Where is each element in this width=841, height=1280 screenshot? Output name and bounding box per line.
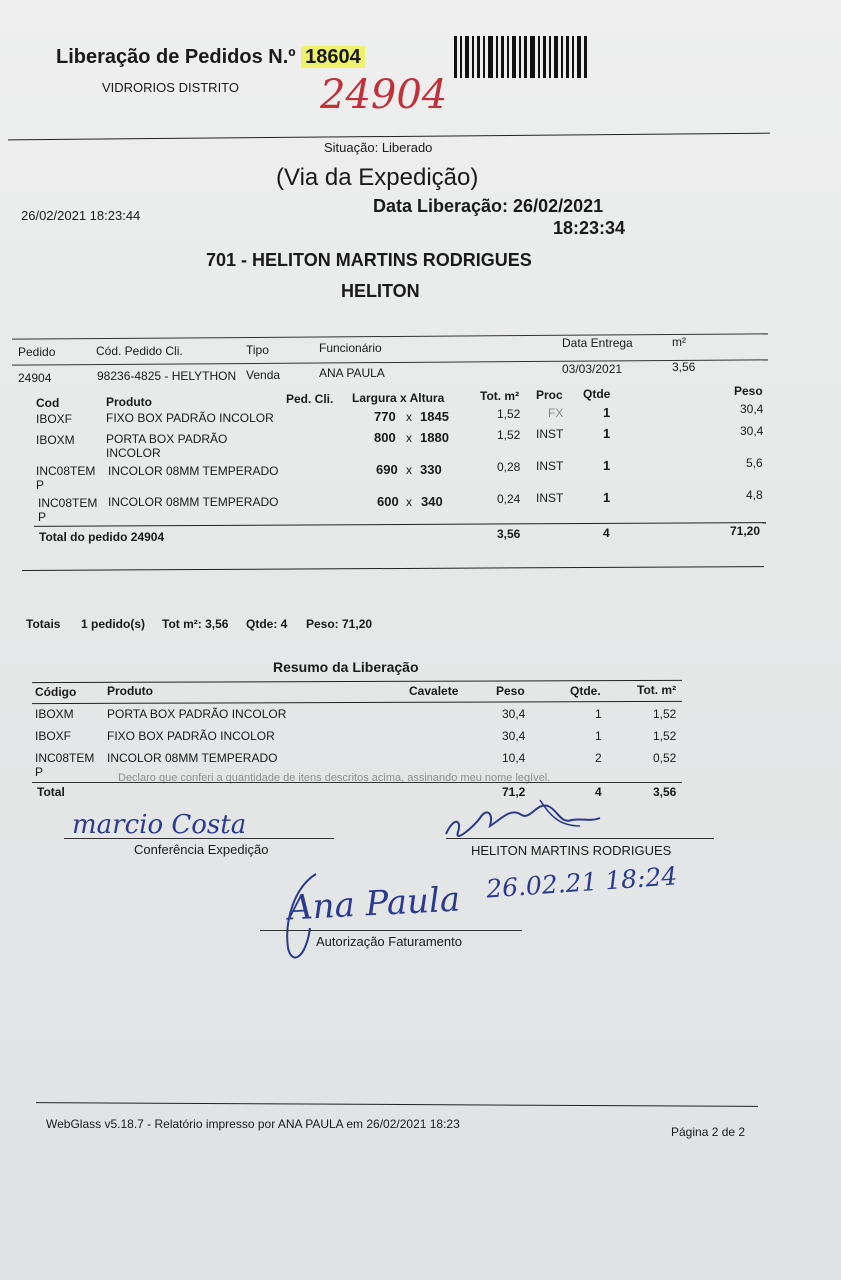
item-proc: INST bbox=[536, 491, 564, 505]
items-col-cod: Cod bbox=[36, 396, 60, 410]
summary-tot-m2: 1,52 bbox=[653, 729, 677, 743]
summary-peso: 10,4 bbox=[502, 751, 526, 765]
order-total-qtde: 4 bbox=[603, 526, 610, 540]
item-peso: 5,6 bbox=[746, 456, 763, 470]
summary-header-line bbox=[32, 701, 682, 704]
summary-col-codigo: Código bbox=[35, 685, 77, 699]
item-x: x bbox=[406, 431, 412, 445]
summary-col-cavalete: Cavalete bbox=[409, 684, 459, 698]
item-cod: INC08TEMP bbox=[36, 464, 96, 492]
totals-pedidos: 1 pedido(s) bbox=[81, 617, 146, 631]
col-m2: m² bbox=[672, 335, 686, 349]
item-produto: INCOLOR 08MM TEMPERADO bbox=[108, 495, 279, 509]
col-tipo: Tipo bbox=[246, 343, 269, 357]
item-produto: PORTA BOX PADRÃO INCOLOR bbox=[106, 432, 228, 460]
autorizacao-label: Autorização Faturamento bbox=[316, 934, 462, 949]
item-x: x bbox=[406, 495, 412, 509]
copy-type: (Via da Expedição) bbox=[276, 164, 479, 191]
summary-produto: FIXO BOX PADRÃO INCOLOR bbox=[107, 729, 275, 743]
item-altura: 1880 bbox=[420, 430, 449, 445]
item-qtde: 1 bbox=[603, 426, 611, 441]
item-tot-m2: 0,28 bbox=[497, 460, 521, 474]
summary-codigo: IBOXM bbox=[35, 707, 74, 721]
item-peso: 30,4 bbox=[740, 402, 764, 416]
order-m2: 3,56 bbox=[672, 360, 696, 374]
item-qtde: 1 bbox=[603, 458, 611, 473]
item-qtde: 1 bbox=[603, 490, 611, 505]
conferencia-signature: marcio Costa bbox=[72, 810, 247, 840]
item-cod: INC08TEMP bbox=[38, 496, 98, 524]
document-title bbox=[56, 46, 365, 69]
summary-total-qtde: 4 bbox=[595, 785, 602, 799]
title-label: Liberação de Pedidos N.º bbox=[56, 46, 296, 68]
item-produto: INCOLOR 08MM TEMPERADO bbox=[108, 464, 279, 478]
item-x: x bbox=[406, 410, 412, 424]
items-col-peso: Peso bbox=[734, 384, 763, 398]
item-altura: 1845 bbox=[420, 409, 449, 424]
summary-top-line bbox=[32, 680, 682, 683]
release-time: 18:23:34 bbox=[553, 218, 626, 238]
items-col-tot-m2: Tot. m² bbox=[480, 389, 520, 403]
order-funcionario: ANA PAULA bbox=[319, 366, 385, 380]
order-total-m2: 3,56 bbox=[497, 527, 521, 541]
client-name: 701 - HELITON MARTINS RODRIGUES bbox=[206, 250, 532, 270]
item-qtde: 1 bbox=[603, 405, 611, 420]
item-largura: 800 bbox=[374, 430, 396, 445]
items-col-proc: Proc bbox=[536, 388, 563, 402]
order-header-bottom-line bbox=[12, 359, 768, 365]
item-peso: 4,8 bbox=[746, 488, 763, 502]
totals-m2: Tot m²: 3,56 bbox=[162, 617, 229, 631]
handwritten-date: 26.02.21 18:24 bbox=[485, 861, 679, 904]
items-col-qtde: Qtde bbox=[583, 387, 611, 401]
footer-line bbox=[36, 1102, 758, 1107]
order-cod-pedido-cli: 98236-4825 - HELYTHON bbox=[97, 369, 237, 383]
printed-at: 26/02/2021 18:23:44 bbox=[21, 208, 141, 223]
order-end-line bbox=[22, 566, 764, 571]
col-data-entrega: Data Entrega bbox=[562, 336, 633, 350]
summary-col-peso: Peso bbox=[496, 684, 525, 698]
items-col-ped-cli: Ped. Cli. bbox=[286, 392, 334, 406]
company-name: VIDRORIOS DISTRITO bbox=[102, 80, 239, 95]
item-largura: 770 bbox=[374, 409, 396, 424]
status-text: Situação: Liberado bbox=[324, 140, 433, 155]
release-date: Data Liberação: 26/02/2021 bbox=[373, 196, 604, 216]
order-number: 18604 bbox=[301, 46, 365, 68]
order-total-peso: 71,20 bbox=[730, 524, 761, 538]
summary-total-line bbox=[32, 782, 682, 783]
summary-peso: 30,4 bbox=[502, 729, 526, 743]
summary-col-tot-m2: Tot. m² bbox=[637, 683, 677, 697]
item-altura: 330 bbox=[420, 462, 442, 477]
summary-produto: INCOLOR 08MM TEMPERADO bbox=[107, 751, 278, 765]
summary-qtde: 1 bbox=[595, 729, 602, 743]
item-proc: INST bbox=[536, 427, 564, 441]
order-tipo: Venda bbox=[246, 368, 281, 382]
conferencia-line bbox=[64, 838, 334, 839]
summary-tot-m2: 0,52 bbox=[653, 751, 677, 765]
item-x: x bbox=[406, 463, 412, 477]
autorizacao-line bbox=[260, 930, 522, 931]
item-produto: FIXO BOX PADRÃO INCOLOR bbox=[106, 411, 274, 425]
item-largura: 600 bbox=[377, 494, 399, 509]
item-proc: FX bbox=[548, 406, 564, 420]
summary-codigo: INC08TEMP bbox=[35, 751, 95, 779]
items-col-produto: Produto bbox=[106, 395, 152, 409]
conferencia-label: Conferência Expedição bbox=[134, 842, 269, 857]
item-altura: 340 bbox=[421, 494, 443, 509]
totals-label: Totais bbox=[26, 617, 61, 631]
order-total-line bbox=[34, 522, 766, 527]
autorizacao-signature: Ana Paula bbox=[287, 879, 462, 929]
item-peso: 30,4 bbox=[740, 424, 764, 438]
client-signature-label: HELITON MARTINS RODRIGUES bbox=[471, 843, 672, 858]
summary-col-produto: Produto bbox=[107, 684, 153, 698]
items-col-dims: Largura x Altura bbox=[352, 391, 445, 405]
col-cod-pedido-cli: Cód. Pedido Cli. bbox=[96, 344, 183, 358]
declaration-text: Declaro que conferi a quantidade de itens descritos acima, assinando meu nome legível. bbox=[118, 772, 551, 784]
col-pedido: Pedido bbox=[18, 345, 56, 359]
client-line bbox=[446, 838, 714, 839]
summary-codigo: IBOXF bbox=[35, 729, 72, 743]
summary-qtde: 2 bbox=[595, 751, 602, 765]
summary-peso: 30,4 bbox=[502, 707, 526, 721]
item-cod: IBOXM bbox=[36, 433, 75, 447]
summary-total-peso: 71,2 bbox=[502, 785, 526, 799]
summary-total-m2: 3,56 bbox=[653, 785, 677, 799]
item-tot-m2: 1,52 bbox=[497, 407, 521, 421]
order-pedido: 24904 bbox=[18, 371, 52, 385]
client-short-name: HELITON bbox=[341, 281, 420, 301]
autorizacao-signature-stroke bbox=[276, 868, 336, 968]
summary-qtde: 1 bbox=[595, 707, 602, 721]
page-number: Página 2 de 2 bbox=[671, 1125, 746, 1139]
totals-peso: Peso: 71,20 bbox=[306, 617, 373, 631]
item-cod: IBOXF bbox=[36, 412, 73, 426]
item-largura: 690 bbox=[376, 462, 398, 477]
item-proc: INST bbox=[536, 459, 564, 473]
item-tot-m2: 0,24 bbox=[497, 492, 521, 506]
summary-col-qtde: Qtde. bbox=[570, 684, 601, 698]
order-header-top-line bbox=[12, 333, 768, 339]
totals-qtde: Qtde: 4 bbox=[246, 617, 288, 631]
item-tot-m2: 1,52 bbox=[497, 428, 521, 442]
footer-text: WebGlass v5.18.7 - Relatório impresso por ANA PAULA em 26/02/2021 18:23 bbox=[46, 1117, 460, 1131]
order-total-label: Total do pedido 24904 bbox=[39, 530, 165, 544]
col-funcionario: Funcionário bbox=[319, 341, 382, 355]
summary-total-label: Total bbox=[37, 785, 65, 799]
summary-tot-m2: 1,52 bbox=[653, 707, 677, 721]
summary-title: Resumo da Liberação bbox=[273, 659, 419, 675]
handwritten-order-number: 24904 bbox=[320, 72, 448, 118]
barcode bbox=[454, 36, 590, 78]
order-data-entrega: 03/03/2021 bbox=[562, 362, 623, 376]
summary-produto: PORTA BOX PADRÃO INCOLOR bbox=[107, 707, 287, 721]
